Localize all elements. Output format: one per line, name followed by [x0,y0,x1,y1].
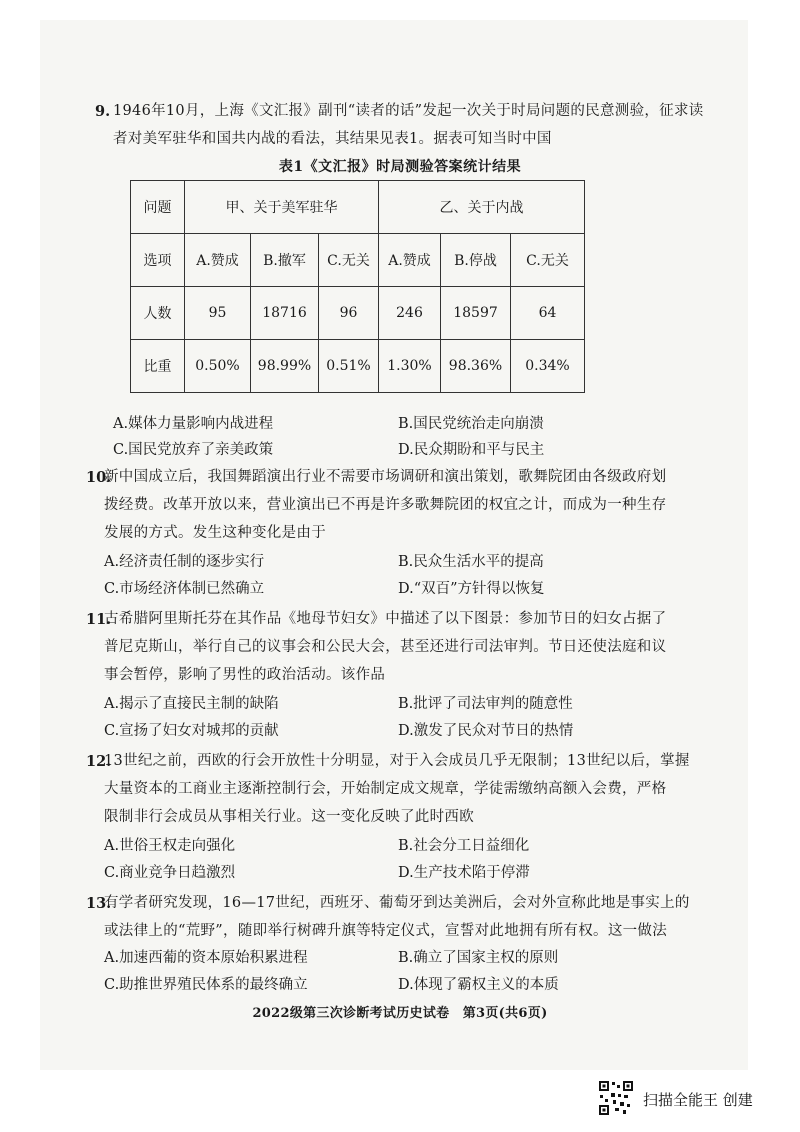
table-cell: 甲、关于美军驻华 [185,181,379,234]
qr-code-icon [598,1080,634,1116]
option-c: C.宣扬了妇女对城邦的贡献 [104,723,279,739]
question-11-number: 11. [86,611,112,628]
table-cell: 246 [379,287,441,340]
question-9-stem-line2: 者对美军驻华和国共内战的看法，其结果见表1。据表可知当时中国 [113,131,552,147]
question-12-number: 12. [86,753,112,770]
question-10-stem-line: 拨经费。改革开放以来，营业演出已不再是许多歌舞院团的权宜之计，而成为一种生存 [104,497,667,513]
question-10-stem-line: 新中国成立后，我国舞蹈演出行业不需要市场调研和演出策划，歌舞院团由各级政府划 [104,469,667,485]
question-13-number: 13. [86,895,112,912]
table-cell: 人数 [131,287,185,340]
table-cell: 95 [185,287,251,340]
page-footer: 2022级第三次诊断考试历史试卷 第3页(共6页) [252,1006,548,1021]
option-a: A.媒体力量影响内战进程 [113,416,274,432]
table-cell: A.赞成 [379,234,441,287]
question-12-stem-line: 大量资本的工商业主逐渐控制行会，开始制定成文规章，学徒需缴纳高额入会费，严格 [104,781,667,797]
option-c: C.商业竞争日趋激烈 [104,865,236,881]
scanner-watermark: 扫描全能王 创建 [643,1091,753,1109]
option-d: D.激发了民众对节日的热情 [398,723,574,739]
table-header-row [131,181,585,234]
option-d: D.体现了霸权主义的本质 [398,977,559,993]
survey-table [130,180,585,393]
table-cell: 比重 [131,340,185,393]
option-b: B.国民党统治走向崩溃 [398,416,544,432]
option-a: A.世俗王权走向强化 [104,838,236,854]
table-cell: 0.50% [185,340,251,393]
option-b: B.社会分工日益细化 [398,838,530,854]
table-row [131,287,585,340]
question-12-stem-line: 13世纪之前，西欧的行会开放性十分明显，对于入会成员几乎无限制；13世纪以后，掌握 [104,753,690,769]
question-9-number: 9. [95,103,111,120]
option-a: A.加速西葡的资本原始积累进程 [104,950,308,966]
table-cell: 乙、关于内战 [379,181,585,234]
question-13-stem-line: 有学者研究发现，16—17世纪，西班牙、葡萄牙到达美洲后，会对外宣称此地是事实上的 [104,895,690,911]
option-c: C.市场经济体制已然确立 [104,581,265,597]
question-10-stem-line: 发展的方式。发生这种变化是由于 [104,525,326,541]
option-c: C.国民党放弃了亲美政策 [113,442,274,458]
table-row [131,234,585,287]
question-11-stem-line: 事会暂停，影响了男性的政治活动。该作品 [104,667,386,683]
option-d: D.生产技术陷于停滞 [398,865,530,881]
table-cell: C.无关 [511,234,585,287]
table-cell: 1.30% [379,340,441,393]
table-cell: B.停战 [441,234,511,287]
table-cell: 96 [319,287,379,340]
option-a: A.经济责任制的逐步实行 [104,554,265,570]
table-cell: 18716 [251,287,319,340]
option-d: D.“双百”方针得以恢复 [398,581,545,597]
question-13-stem-line: 或法律上的“荒野”，随即举行树碑升旗等特定仪式，宣誓对此地拥有所有权。这一做法 [104,923,668,939]
table-cell: C.无关 [319,234,379,287]
option-b: B.确立了国家主权的原则 [398,950,559,966]
table-cell: A.赞成 [185,234,251,287]
table-cell: 问题 [131,181,185,234]
table-cell: 98.36% [441,340,511,393]
option-b: B.民众生活水平的提高 [398,554,544,570]
question-11-stem-line: 普尼克斯山，举行自己的议事会和公民大会，甚至还进行司法审判。节日还使法庭和议 [104,639,667,655]
table-cell: 0.51% [319,340,379,393]
option-a: A.揭示了直接民主制的缺陷 [104,696,279,712]
table-cell: 98.99% [251,340,319,393]
question-12-stem-line: 限制非行会成员从事相关行业。这一变化反映了此时西欧 [104,809,474,825]
table-cell: 18597 [441,287,511,340]
table-caption: 表1《文汇报》时局测验答案统计结果 [278,159,522,175]
table-cell: 0.34% [511,340,585,393]
table-cell: 64 [511,287,585,340]
option-b: B.批评了司法审判的随意性 [398,696,573,712]
option-c: C.助推世界殖民体系的最终确立 [104,977,308,993]
table-row [131,340,585,393]
table-cell: B.撤军 [251,234,319,287]
option-d: D.民众期盼和平与民主 [398,442,545,458]
question-11-stem-line: 古希腊阿里斯托芬在其作品《地母节妇女》中描述了以下图景：参加节日的妇女占据了 [104,611,667,627]
question-10-number: 10. [86,469,112,486]
question-9-stem-line1: 1946年10月，上海《文汇报》副刊“读者的话”发起一次关于时局问题的民意测验，征求读 [113,103,704,119]
table-cell: 选项 [131,234,185,287]
